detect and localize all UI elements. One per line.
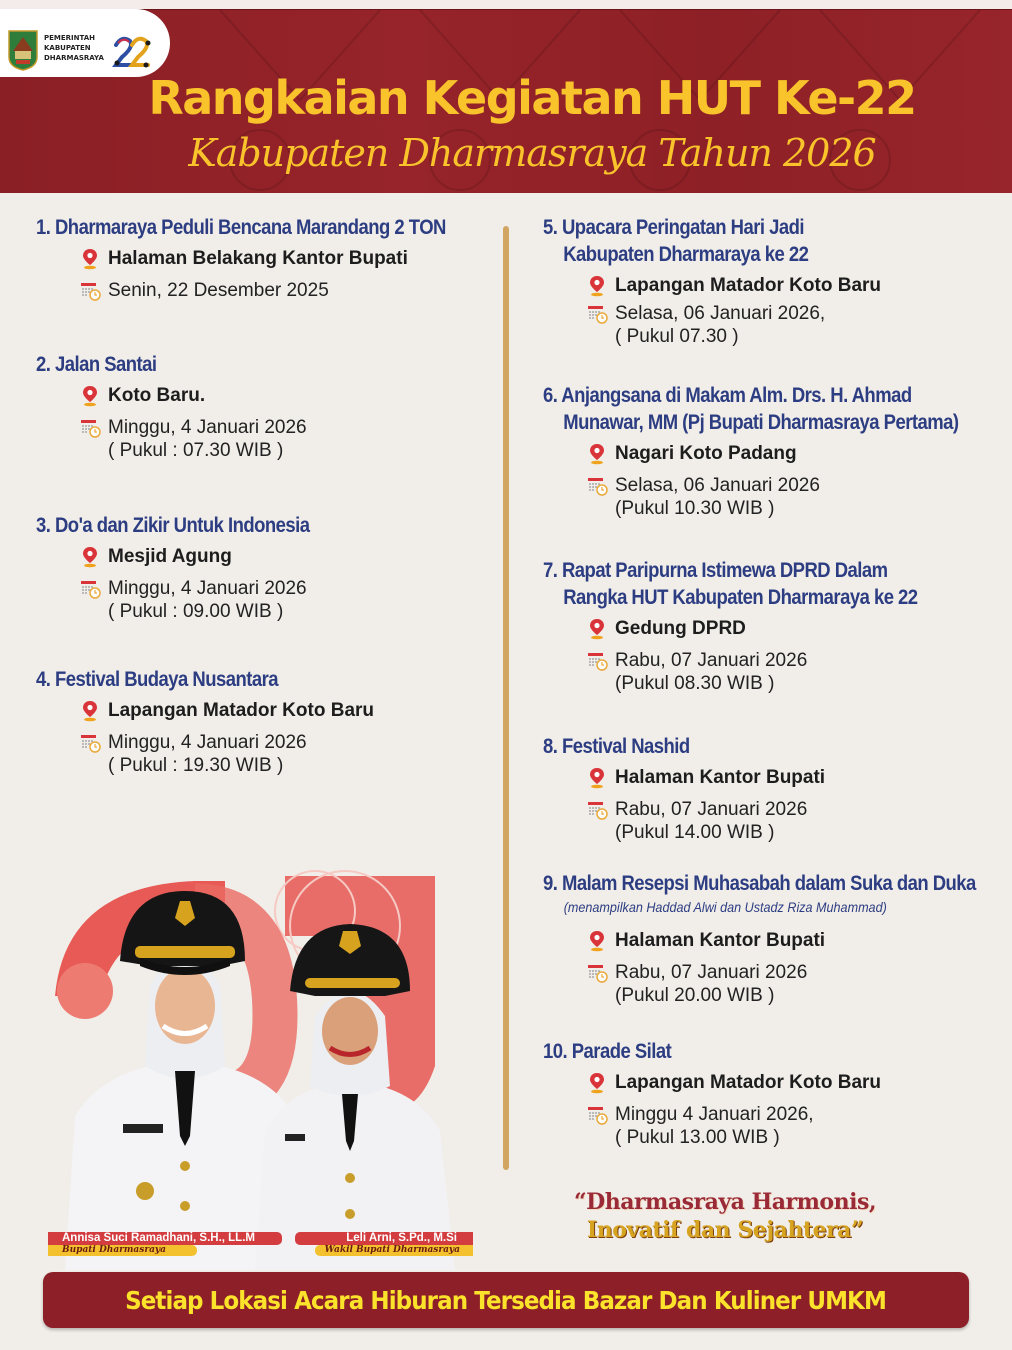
calendar-clock-icon [80,281,102,301]
government-logo-badge [0,9,170,77]
event-item [543,557,969,695]
event-note: (menampilkan Haddad Alwi dan Ustadz Riza Muhammad) [563,899,887,915]
event-location: Mesjid Agung [36,545,347,569]
calendar-clock-icon [587,304,609,324]
event-datetime: Selasa, 06 Januari 2026 (Pukul 10.30 WIB ) [543,474,1012,520]
map-pin-icon [589,618,605,640]
map-pin-icon [589,443,605,465]
official-role: Wakil Bupati Dharmasraya [315,1245,473,1256]
event-item [36,351,307,462]
page-title: Rangkaian Kegiatan HUT Ke-22 [148,71,916,125]
motto-line-2: Inovatif dan Sejahtera” [586,1217,864,1243]
footer-banner-text: Setiap Lokasi Acara Hiburan Tersedia Bazar Dan Kuliner UMKM [125,1285,887,1315]
event-title: 1. Dharmaraya Peduli Bencana Marandang 2 TON [36,216,446,239]
calendar-clock-icon [587,1105,609,1125]
event-title: 7. Rapat Paripurna Istimewa DPRD Dalam Rangka HUT Kabupaten Dharmaraya ke 22 [543,559,918,609]
top-strip [0,0,1012,9]
motto [560,1188,890,1244]
event-item [543,1038,881,1149]
event-title: 3. Do'a dan Zikir Untuk Indonesia [36,514,310,537]
event-item [36,512,347,623]
map-pin-icon [82,248,98,270]
event-location: Lapangan Matador Koto Baru [543,274,881,298]
calendar-clock-icon [80,733,102,753]
calendar-clock-icon [80,418,102,438]
event-datetime: Rabu, 07 Januari 2026 (Pukul 08.30 WIB ) [543,649,969,695]
calendar-clock-icon [587,476,609,496]
event-item [543,733,825,844]
map-pin-icon [82,546,98,568]
calendar-clock-icon [80,579,102,599]
map-pin-icon [589,1072,605,1094]
map-pin-icon [589,767,605,789]
event-item [543,382,1012,520]
event-location: Lapangan Matador Koto Baru [543,1071,881,1095]
event-datetime: Minggu 4 Januari 2026, ( Pukul 13.00 WIB ) [543,1103,881,1149]
event-location: Halaman Kantor Bupati [543,929,1012,953]
motto-line-1: “Dharmasraya Harmonis, [573,1189,877,1215]
calendar-clock-icon [587,963,609,983]
event-title: 4. Festival Budaya Nusantara [36,668,279,691]
event-title: 10. Parade Silat [543,1040,672,1063]
event-location: Halaman Belakang Kantor Bupati [36,247,502,271]
calendar-clock-icon [587,651,609,671]
event-title: 8. Festival Nashid [543,735,690,758]
event-location: Gedung DPRD [543,617,969,641]
event-title: 2. Jalan Santai [36,353,157,376]
hut-22-logo-icon [112,33,152,75]
event-datetime: Senin, 22 Desember 2025 [36,279,502,302]
column-divider [503,226,509,1170]
page-subtitle: Kabupaten Dharmasraya Tahun 2026 [188,131,876,175]
event-location: Nagari Koto Padang [543,442,1012,466]
event-datetime: Selasa, 06 Januari 2026, ( Pukul 07.30 ) [543,302,881,348]
footer-banner [43,1272,969,1328]
map-pin-icon [589,930,605,952]
official-name: Leli Arni, S.Pd., M.Si [295,1232,473,1245]
officials-photo [45,866,475,1270]
event-location: Koto Baru. [36,384,307,408]
dharmasraya-crest-icon [7,29,39,71]
event-datetime: Minggu, 4 Januari 2026 ( Pukul : 19.30 WIB ) [36,731,374,777]
event-item [36,666,374,777]
event-title: 6. Anjangsana di Makam Alm. Drs. H. Ahmad Munawar, MM (Pj Bupati Dharmasraya Pertama) [543,384,959,434]
map-pin-icon [589,275,605,297]
event-title: 5. Upacara Peringatan Hari Jadi Kabupaten Dharmaraya ke 22 [543,216,809,266]
event-datetime: Minggu, 4 Januari 2026 ( Pukul : 09.00 WIB ) [36,577,347,623]
map-pin-icon [82,385,98,407]
event-datetime: Minggu, 4 Januari 2026 ( Pukul : 07.30 WIB ) [36,416,307,462]
event-item [543,214,881,348]
event-item [543,870,1012,1007]
official-name: Annisa Suci Ramadhani, S.H., LL.M [48,1232,282,1245]
event-datetime: Rabu, 07 Januari 2026 (Pukul 20.00 WIB ) [543,961,1012,1007]
official-role: Bupati Dharmasraya [48,1245,197,1256]
event-item [36,214,502,302]
government-name: PEMERINTAH KABUPATEN DHARMASRAYA [44,34,104,62]
officials-illustration [45,866,475,1270]
event-datetime: Rabu, 07 Januari 2026 (Pukul 14.00 WIB ) [543,798,825,844]
event-location: Lapangan Matador Koto Baru [36,699,374,723]
map-pin-icon [82,700,98,722]
event-title: 9. Malam Resepsi Muhasabah dalam Suka dan Duka [543,872,976,895]
calendar-clock-icon [587,800,609,820]
event-location: Halaman Kantor Bupati [543,766,825,790]
